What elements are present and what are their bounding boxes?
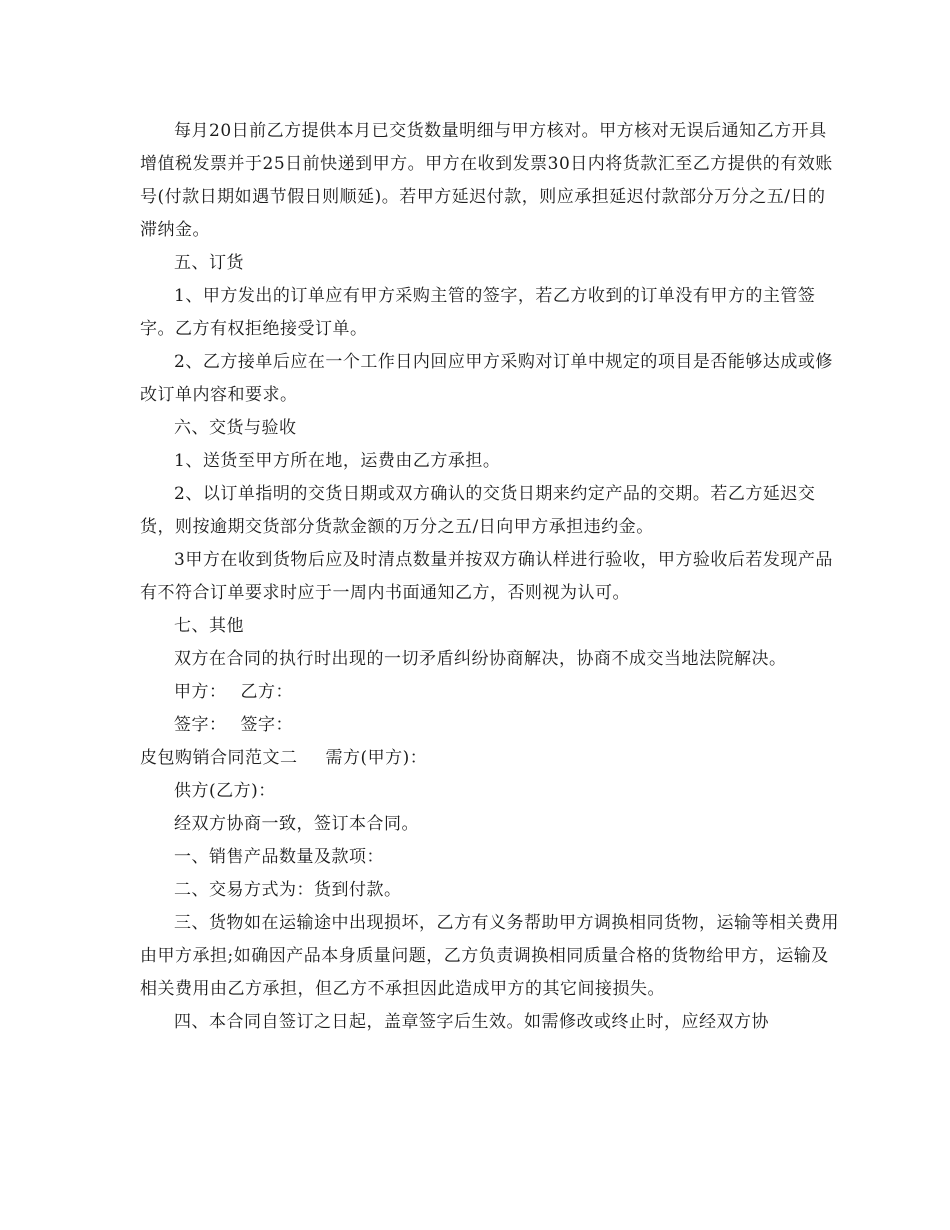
- paragraph-effective: 四、本合同自签订之日起，盖章签字后生效。如需修改或终止时，应经双方协: [174, 1012, 769, 1032]
- heading-delivery-acceptance: 六、交货与验收: [174, 418, 297, 438]
- heading-transaction: 二、交易方式为：货到付款。: [174, 880, 402, 900]
- sign-b-label: 签字：: [240, 715, 293, 735]
- heading-other: 七、其他: [174, 616, 244, 636]
- seller-label: 供方(乙方)：: [174, 781, 276, 801]
- paragraph-order-response: 2、乙方接单后应在一个工作日内回应甲方采购对订单中规定的项目是否能够达成或修改订单内容和要求。: [140, 352, 833, 405]
- party-line: [140, 676, 840, 709]
- heading-products: 一、销售产品数量及款项：: [174, 847, 384, 867]
- section-title: 皮包购销合同范文二: [140, 748, 298, 768]
- paragraph-damage: 三、货物如在运输途中出现损坏，乙方有义务帮助甲方调换相同货物，运输等相关费用由甲方承担;如确因产品本身质量问题，乙方负责调换相同质量合格的货物给甲方，运输及相关费用由乙方承担，但乙方不承担因此造成甲方的其它间接损失。: [140, 913, 839, 999]
- party-b-label: 乙方：: [240, 682, 293, 702]
- buyer-label: 需方(甲方)：: [325, 748, 428, 768]
- paragraph-agreement: 经双方协商一致，签订本合同。: [174, 814, 419, 834]
- sign-a-label: 签字：: [174, 715, 227, 735]
- document-body: [140, 115, 840, 1039]
- paragraph-delivery-location: 1、送货至甲方所在地，运费由乙方承担。: [174, 451, 501, 471]
- section-title-line: [140, 742, 840, 775]
- heading-ordering: 五、订货: [174, 253, 244, 273]
- signature-line: [140, 709, 840, 742]
- party-a-label: 甲方：: [174, 682, 227, 702]
- paragraph-dispute: 双方在合同的执行时出现的一切矛盾纠纷协商解决，协商不成交当地法院解决。: [174, 649, 787, 669]
- paragraph-inspection: 3甲方在收到货物后应及时清点数量并按双方确认样进行验收，甲方验收后若发现产品有不符合订单要求时应于一周内书面通知乙方，否则视为认可。: [140, 550, 833, 603]
- paragraph-delivery-date: 2、以订单指明的交货日期或双方确认的交货日期来约定产品的交期。若乙方延迟交货，则按逾期交货部分货款金额的万分之五/日向甲方承担违约金。: [140, 484, 816, 537]
- paragraph-order-signature: 1、甲方发出的订单应有甲方采购主管的签字，若乙方收到的订单没有甲方的主管签字。乙方有权拒绝接受订单。: [140, 286, 816, 339]
- paragraph-payment-terms: 每月20日前乙方提供本月已交货数量明细与甲方核对。甲方核对无误后通知乙方开具增值税发票并于25日前快递到甲方。甲方在收到发票30日内将货款汇至乙方提供的有效账号(付款日期如遇节假日则顺延)。若甲方延迟付款，则应承担延迟付款部分万分之五/日的滞纳金。: [140, 121, 833, 240]
